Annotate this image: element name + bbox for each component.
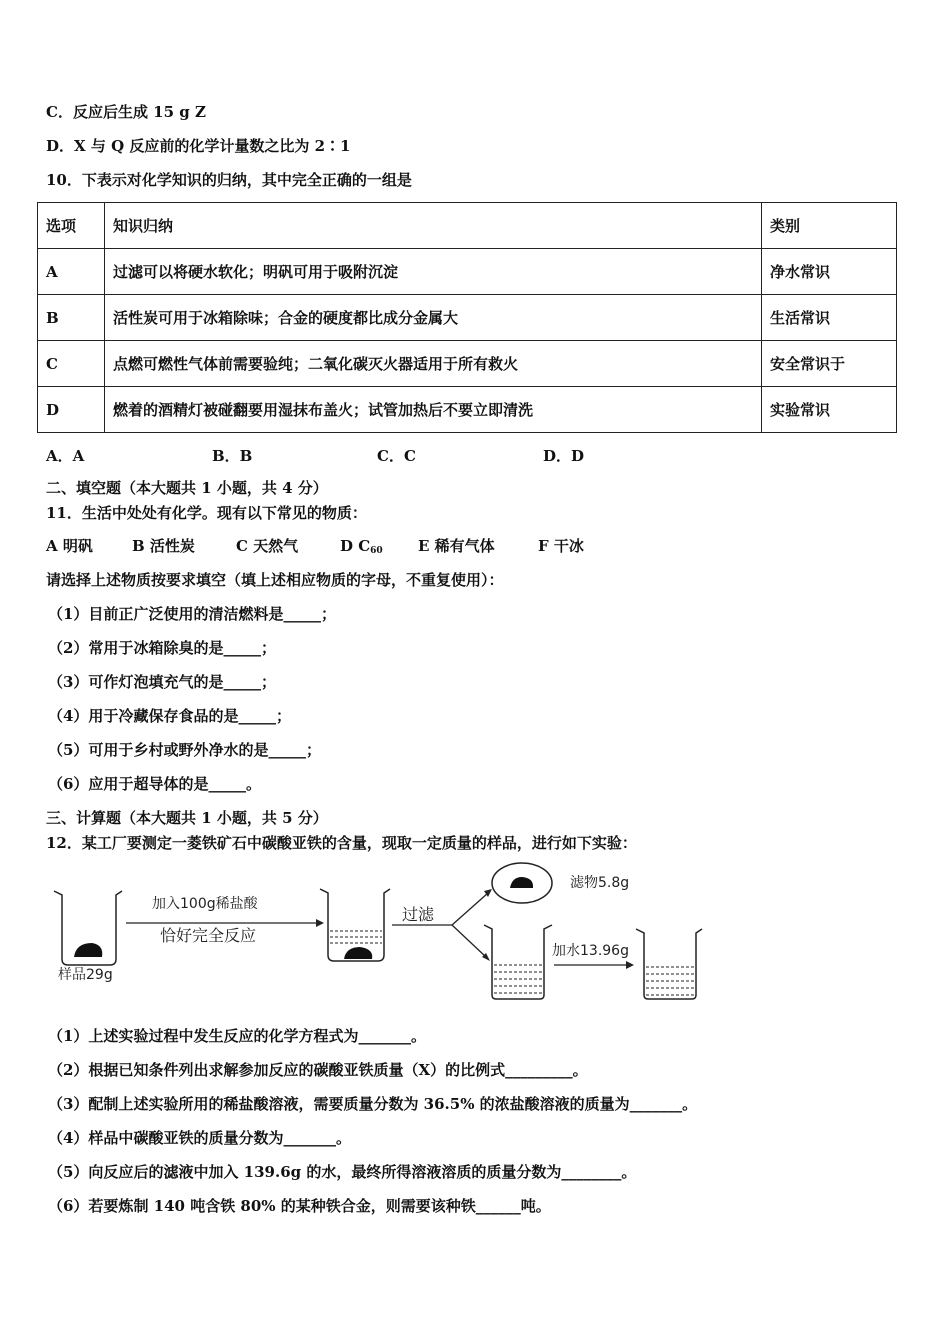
section2-title: 二、填空题（本大题共 1 小题，共 4 分） (46, 479, 328, 497)
table-cell: 活性炭可用于冰箱除味；合金的硬度都比成分金属大 (105, 295, 762, 341)
q12-stem: 12．某工厂要测定一菱铁矿石中碳酸亚铁的含量，现取一定质量的样品，进行如下实验： (46, 834, 637, 852)
arrow-1-top-label: 加入100g稀盐酸 (152, 896, 258, 912)
table-header-cell: 知识归纳 (105, 203, 762, 249)
q9-option-c: C．反应后生成 15 g Z (46, 103, 206, 121)
substance-d-label: D C (340, 537, 371, 555)
residue-solid (510, 877, 533, 888)
substance-b: B 活性炭 (132, 537, 195, 555)
filter-label: 过滤 (402, 905, 435, 924)
q12-item-5: （5）向反应后的滤液中加入 139.6g 的水，最终所得溶液溶质的质量分数为________。 (48, 1163, 637, 1181)
table-header-row (38, 203, 897, 249)
q12-item-2: （2）根据已知条件列出求解参加反应的碳酸亚铁质量（X）的比例式_________。 (48, 1061, 588, 1079)
arrow-1-head (316, 919, 324, 927)
q10-stem: 10．下表示对化学知识的归纳，其中完全正确的一组是 (46, 171, 412, 189)
table-cell: B (38, 295, 105, 341)
q11-stem: 11．生活中处处有化学。现有以下常见的物质： (46, 504, 367, 522)
table-cell: 过滤可以将硬水软化；明矾可用于吸附沉淀 (105, 249, 762, 295)
table-header-cell: 类别 (762, 203, 897, 249)
q11-item-6: （6）应用于超导体的是_____。 (48, 775, 261, 793)
branch-down (452, 925, 486, 957)
table-cell: 点燃可燃性气体前需要验纯；二氧化碳灭火器适用于所有救火 (105, 341, 762, 387)
beaker-filtrate (484, 925, 552, 999)
substance-f: F 干冰 (538, 537, 584, 555)
q10-option-b: B．B (212, 447, 253, 465)
q12-item-6: （6）若要炼制 140 吨含铁 80% 的某种铁合金，则需要该种铁______吨。 (48, 1197, 551, 1215)
water-label: 加水13.96g (552, 943, 629, 959)
table-header-cell: 选项 (38, 203, 105, 249)
q12-item-3: （3）配制上述实验所用的稀盐酸溶液，需要质量分数为 36.5% 的浓盐酸溶液的质量为_______。 (48, 1095, 698, 1113)
branch-up (452, 893, 488, 925)
table-cell: 燃着的酒精灯被碰翻要用湿抹布盖火；试管加热后不要立即清洗 (105, 387, 762, 433)
reaction-solid (344, 947, 372, 959)
q9-option-d: D．X 与 Q 反应前的化学计量数之比为 2∶1 (46, 137, 351, 155)
sample-solid (74, 943, 102, 957)
experiment-diagram (40, 855, 720, 1015)
q10-option-d: D．D (543, 447, 585, 465)
final-liquid (646, 967, 694, 995)
table-cell: 净水常识 (762, 249, 897, 295)
table-cell: 安全常识于 (762, 341, 897, 387)
knowledge-table (37, 202, 897, 433)
q11-item-5: （5）可用于乡村或野外净水的是_____； (48, 741, 321, 759)
table-row (38, 295, 897, 341)
q12-item-4: （4）样品中碳酸亚铁的质量分数为_______。 (48, 1129, 351, 1147)
arrow-water-head (626, 961, 634, 969)
sample-label: 样品29g (58, 967, 113, 983)
section3-title: 三、计算题（本大题共 1 小题，共 5 分） (46, 809, 328, 827)
table-cell: C (38, 341, 105, 387)
q11-item-2: （2）常用于冰箱除臭的是_____； (48, 639, 276, 657)
table-cell: 实验常识 (762, 387, 897, 433)
c60-subscript: 60 (370, 546, 383, 556)
table-row (38, 387, 897, 433)
table-cell: 生活常识 (762, 295, 897, 341)
filtrate-liquid (494, 965, 542, 993)
q12-item-1: （1）上述实验过程中发生反应的化学方程式为_______。 (48, 1027, 426, 1045)
arrow-1-bottom-label: 恰好完全反应 (160, 926, 257, 945)
table-cell: D (38, 387, 105, 433)
substance-a: A 明矾 (46, 537, 93, 555)
residue-label: 滤物5.8g (570, 875, 630, 891)
table-row (38, 249, 897, 295)
table-cell: A (38, 249, 105, 295)
q11-item-1: （1）目前正广泛使用的清洁燃料是_____； (48, 605, 336, 623)
table-row (38, 341, 897, 387)
reaction-liquid (330, 931, 382, 943)
q11-instruction: 请选择上述物质按要求填空（填上述相应物质的字母，不重复使用）： (46, 571, 504, 589)
q10-option-a: A．A (46, 447, 85, 465)
q10-option-c: C．C (377, 447, 416, 465)
substance-c: C 天然气 (236, 537, 299, 555)
substance-d (340, 537, 383, 560)
q11-item-4: （4）用于冷藏保存食品的是_____； (48, 707, 291, 725)
q11-item-3: （3）可作灯泡填充气的是_____； (48, 673, 276, 691)
substance-e: E 稀有气体 (418, 537, 495, 555)
